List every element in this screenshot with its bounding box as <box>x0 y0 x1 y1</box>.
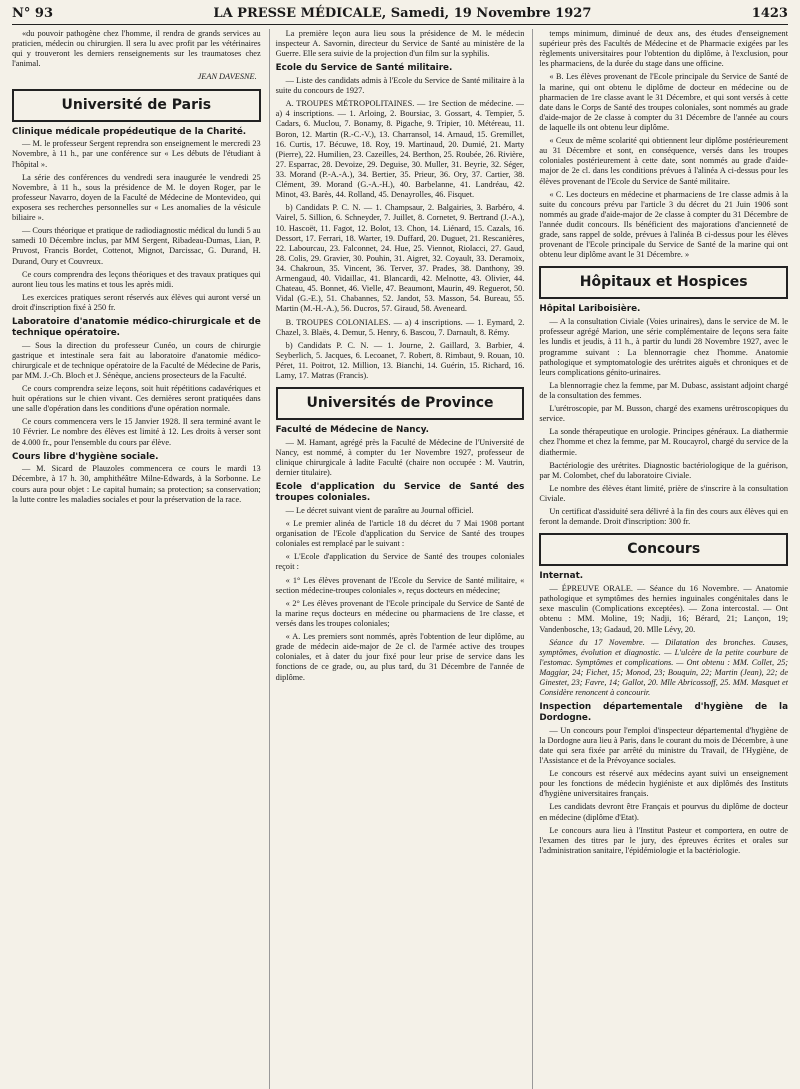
paragraph: « C. Les docteurs en médecine et pharmaciens de 1re classe admis à la suite du concours prévu par l'article 3 du décret du 21 Juin 1906 sont nommés au grade d'aide-major de 2e classe à compter du 31 Décembre de l'année dudit concours. Ils bénéficient des majorations d'ancienneté de grade, sans rappel de solde, prévues à l'alinéa B ci-dessus pour les élèves provenant de l'Ecole principale du Service de Santé de la marine qui ont obtenu leur diplôme avant le 31 Décembre. » <box>539 189 789 260</box>
paragraph: L'urétroscopie, par M. Busson, chargé des examens urétroscopiques du service. <box>539 404 789 424</box>
paragraph: — M. Hamant, agrégé près la Faculté de Médecine de l'Université de Nancy, est nommé, à compter du 1er Novembre 1927, professeur de clinique chirurgicale à ladite Faculté (chaire non occupée : M. Vautrin, dernier titulaire). <box>275 438 525 478</box>
paragraph: La première leçon aura lieu sous la présidence de M. le médecin inspecteur A. Savornin, directeur du Service de Santé au ministère de la Guerre. Elle sera suivie de la projection d'un film sur la syphilis. <box>275 29 525 59</box>
paragraph: — ÉPREUVE ORALE. — Séance du 16 Novembre. — Anatomie pathologique et symptômes des hernies inguinales congénitales dans le sexe masculin (Complications exceptées). — Zona intercostal. — Ont obtenu : MM. Moline, 19; Nadji, 16; Bérard, 21; Lançon, 19; Vandenbosche, 13; Gadaud, 20. Mlle Lévy, 20. <box>539 584 789 634</box>
paragraph: — M. Sicard de Plauzoles commencera ce cours le mardi 13 Décembre, à 17 h. 30, amphithéâtre Milne-Edwards, à la Sorbonne. Le cours aura pour objet : Le capital humain; sa protection; sa conservation; la lutte contre les maladies sociales et pour la préservation de la race. <box>12 464 261 504</box>
paragraph: — Sous la direction du professeur Cunéo, un cours de chirurgie gastrique et intestinale sera fait au laboratoire d'anatomie médico-chirurgicale et de technique opératoire de la Faculté de Médecine de Paris, par MM. J.-Ch. Bloch et J. Sénèque, anciens prosecteurs de la Faculté. <box>12 340 261 380</box>
heading-ecole-militaire: Ecole du Service de Santé militaire. <box>275 63 453 74</box>
paragraph: « 1° Les élèves provenant de l'Ecole du Service de Santé militaire, « section médecine-troupes coloniales », reçus docteurs en médecine; <box>275 575 525 595</box>
paragraph: — Le décret suivant vient de paraître au Journal officiel. <box>285 505 474 515</box>
newspaper-title: LA PRESSE MÉDICALE, Samedi, 19 Novembre 1927 <box>213 6 592 21</box>
heading-lariboisiere: Hôpital Lariboisière. <box>539 304 641 315</box>
paragraph: — Un concours pour l'emploi d'inspecteur départemental d'hygiène de la Dordogne aura lieu à Paris, dans le courant du mois de Décembre, à une date qui sera fixée par arrêté du ministre du Travail, de l'Hygiène, de l'Assistance et de la Prévoyance sociales. <box>539 725 789 766</box>
column-1 <box>12 29 261 1089</box>
paragraph: B. TROUPES COLONIALES. — a) 4 inscriptions. — 1. Eymard, 2. Chazel, 3. Blaës, 4. Demur, 5. Henry, 6. Bascou, 7. Darnault, 8. Rémy. <box>275 317 525 337</box>
section-universites-province: Universités de Province <box>276 387 525 420</box>
paragraph: A. TROUPES MÉTROPOLITAINES. — 1re Section de médecine. — a) 4 inscriptions. — 1. Arloing, 2. Boursiac, 3. Gossart, 4. Tempier, 5. Cadars, 6. Muclou, 7. Bonamy, 8. Pigache, 9. Tripier, 10. Météreau, 11. Boron, 12. Martin (R.-C.-V.), 13. Charransol, 14. Arnaud, 15. Gremillet, 16. Curtis, 17. Bécuwe, 18. Roy, 19. Martinaud, 20. Dumié, 21. Marty (Pierre), 22. Humilien, 23. Cazeilles, 24. Berthon, 25. Roubée, 26. Rivière, 27. Esparrac, 28. Devoize, 29. Deguise, 30. Muller, 31. Beyrie, 32. Séger, 33. Morand (P.-A.-A.), 34. Bertier, 35. Prieur, 36. Ory, 37. Cartier, 38. Clément, 39. Morand (G.-A.-H.), 40. Barbelanne, 41. Landréau, 42. Minot, 43. Barès, 44. Rolland, 45. Denayrolles, 46. Fisquet. <box>275 99 525 200</box>
section-concours: Concours <box>539 533 788 566</box>
paragraph: « L'Ecole d'application du Service de Santé des troupes coloniales reçoit : <box>275 552 525 572</box>
page-header <box>12 6 788 25</box>
heading-ecole-coloniales: Ecole d'application du Service de Santé des troupes coloniales. <box>275 482 525 504</box>
paragraph: — Liste des candidats admis à l'Ecole du Service de Santé militaire à la suite du concours de 1927. <box>275 76 525 96</box>
paragraph: La série des conférences du vendredi sera inaugurée le vendredi 25 Novembre, à 11 h., sous la présidence de M. le doyen Roger, par le professeur Navarro, doyen de la Faculté de Médecine de Montevideo, qui exposera ses recherches personnelles sur « Les anomalies de la vésicule biliaire ». <box>12 172 261 223</box>
issue-number: N° 93 <box>12 6 53 21</box>
column-2 <box>269 29 525 1089</box>
paragraph: b) Candidats P. C. N. — 1. Journe, 2. Gaillard, 3. Barbier, 4. Seyberlich, 5. Jacques, 6. Lecoanet, 7. Robert, 8. Rimbaut, 9. Rouan, 10. Péret, 11. Poitrot, 12. Million, 13. Bianchi, 14. Guérin, 15. Richard, 16. Lamy, 17. Matras (Francis). <box>275 340 525 381</box>
heading-anatomie: Laboratoire d'anatomie médico-chirurgicale et de technique opératoire. <box>12 317 261 338</box>
section-universite-paris: Université de Paris <box>12 89 261 122</box>
columns <box>12 29 788 1089</box>
paragraph: La sonde thérapeutique en urologie. Principes généraux. La diathermie chez l'homme et chez la femme, par M. Roucayrol, chargé du service de la diathermie. <box>539 427 789 457</box>
paragraph: — A la consultation Civiale (Voies urinaires), dans le service de M. le professeur agrégé Marion, une série complémentaire de leçons sera faite les lundis et jeudis, à 11 h., à partir du lundi 28 Novembre 1927, avec le programme suivant : La blennorragie chez l'homme. Anatomie pathologique et symptomatologie des urétrites aiguës et chroniques et de leurs complications génito-urinaires. <box>539 317 789 377</box>
intro-paragraph: «du pouvoir pathogène chez l'homme, il rendra de grands services au praticien, médecin ou chirurgien. Il sera lu avec profit par les vétérinaires qui y trouveront les derniers renseignements sur les traumatoses chez l'animal. <box>12 29 261 69</box>
paragraph: « A. Les premiers sont nommés, après l'obtention de leur diplôme, au grade de médecin aide-major de 2e cl. de l'armée active des troupes coloniales, et à dater du jour fixé pour leur prise de service dans les fonctions de ce grade, ou, au plus tard, du 31 Décembre de l'année de diplôme. <box>275 632 525 682</box>
paragraph: « Ceux de même scolarité qui obtiennent leur diplôme postérieurement au 31 Décembre et sont, en conséquence, versés dans les troupes coloniales postérieurement à cette date, sont nommés au grade d'aide-major de 2e cl. dans les conditions prévues à l'alinéa A ci-dessus pour les élèves provenant de l'Ecole du Service de Santé militaire. <box>539 136 789 186</box>
paragraph: — M. le professeur Sergent reprendra son enseignement le mercredi 23 Novembre, à 11 h., par une conférence sur « Les débuts de l'étudiant à l'hôpital ». <box>12 139 261 169</box>
paragraph: temps minimum, diminué de deux ans, des études d'enseignement supérieur près des Facultés de Médecine et de Pharmacie exigées par les règlements universitaires pour l'obtention du diplôme, à l'exclusion, pour les pharmaciens, de la durée du stage dans une officine. <box>539 29 789 69</box>
paragraph: « B. Les élèves provenant de l'Ecole principale du Service de Santé de la marine, qui ont obtenu le diplôme de docteur en médecine ou de pharmacien de 1re classe avant le 31 Décembre, et qui sont versés à cette date dans le Corps de Santé des troupes coloniales, sont nommés au grade d'aide-major de 2e classe à compter du 31 Décembre de l'année au cours de laquelle ils ont obtenu leur diplôme. <box>539 72 789 132</box>
paragraph: Le nombre des élèves étant limité, prière de s'inscrire à la consultation Civiale. <box>539 483 789 503</box>
paragraph: Un certificat d'assiduité sera délivré à la fin des cours aux élèves qui en feront la demande. Droit d'inscription: 300 fr. <box>539 507 789 527</box>
paragraph: « Le premier alinéa de l'article 18 du décret du 7 Mai 1908 portant organisation de l'Ecole d'application du Service de Santé des troupes coloniales est remplacé par le suivant : <box>275 519 525 549</box>
paragraph: La blennorragie chez la femme, par M. Dubasc, assistant adjoint chargé de la consultation des femmes. <box>539 380 789 400</box>
paragraph: Le concours aura lieu à l'Institut Pasteur et comportera, en outre de l'examen des titres par le jury, des épreuves écrites et orales sur l'administration sanitaire, l'épidémiologie et la bactériologie. <box>539 825 789 855</box>
paragraph: Ce cours commencera vers le 15 Janvier 1928. Il sera terminé avant le 10 Février. Le nombre des élèves est limité à 12. Les droits à verser sont de 4.000 fr., pour l'ensemble du cours par élève. <box>12 417 261 447</box>
heading-nancy: Faculté de Médecine de Nancy. <box>275 425 430 436</box>
heading-clinique: Clinique médicale propédeutique de la Charité. <box>12 126 247 137</box>
paragraph: Les candidats devront être Français et pourvus du diplôme de docteur en médecine (diplôme d'Etat). <box>539 802 789 822</box>
paragraph: Ce cours comprendra seize leçons, soit huit répétitions cadavériques et huit opérations sur le chien vivant. Ces dernières seront pratiquées dans une salle d'opération dans les conditions d'une opération normale. <box>12 383 261 414</box>
paragraph: Bactériologie des urétrites. Diagnostic bactériologique de la guérison, par M. Colombet, chef du laboratoire Civiale. <box>539 460 789 480</box>
paragraph: b) Candidats P. C. N. — 1. Champsaur, 2. Balgairies, 3. Barbéro, 4. Vairel, 5. Sillion, 6. Schneyder, 7. Juillet, 8. Cornetet, 9. Bertrand (J.-A.), 10. Hascoët, 11. Fagot, 12. Bolot, 13. Chon, 14. Liénard, 15. Cazals, 16. Dessort, 17. Ferrari, 18. Warter, 19. Duffard, 20. Duguet, 21. Rescanières, 22. Labourcau, 23. Falconnet, 24. Hue, 25. Viennot, Riolacci, 27. Gaud, 28. Colis, 29. Gravier, 30. Pouhin, 31. Aigret, 32. Coyault, 33. Deramoix, 34. Chakroun, 35. Vincent, 36. Terver, 37. Prades, 38. Danthony, 39. Armengaud, 40. Vidaillac, 41. Blancardi, 42. Melnotte, 43. Olivier, 44. Chateau, 45. Bonnet, 46. Vielle, 47. Beaumont, Maurin, 49. Reguerot, 50. Vidal (G.-E.), 51. Chabannes, 52. Jandot, 53. Masson, 54. Bureau, 55. Martin (M.-H.-A.), 56. Ducros, 57. Giraud, 58. Aveneard. <box>275 203 525 314</box>
paragraph: — Cours théorique et pratique de radiodiagnostic médical du lundi 5 au samedi 10 Décembre inclus, par MM Sergent, Ribadeau-Dumas, Lian, P. Pruvost, Francis Bordet, Cottenot, Mignot, Darcissac, G. Durand, H. Durand, Oury et Couvreux. <box>12 226 261 266</box>
paragraph: « 2° Les élèves provenant de l'Ecole principale du Service de Santé de la marine reçus docteurs en médecine ou pharmaciens de 1re classe, et versés dans les troupes coloniales; <box>275 598 525 628</box>
page-number: 1423 <box>751 6 788 21</box>
heading-internat: Internat. <box>539 571 584 582</box>
paragraph: Les exercices pratiques seront réservés aux élèves qui auront versé un droit d'inscription fixé à 250 fr. <box>12 292 261 312</box>
paragraph: Séance du 17 Novembre. — Dilatation des bronches. Causes, symptômes, évolution et diagnostic. — L'ulcère de la petite courbure de l'estomac. Symptômes et complications. — Ont obtenu : MM. Collet, 25; Maggiar, 24; Fichet, 15; Monod, 23; Bouquin, 22; Martin (Jean), 22; de Ginestet, 23; Favre, 14; Gallot, 20. Mlle Abricossoff, 25. MM. Masquet et Considère renoncent à concourir. <box>539 637 789 698</box>
column-3 <box>532 29 788 1089</box>
paragraph: Ce cours comprendra des leçons théoriques et des travaux pratiques qui auront lieu tous les matins et tous les après midi. <box>12 269 261 289</box>
signature: JEAN DAVESNE. <box>197 72 257 82</box>
heading-cours-libres: Cours libre d'hygiène sociale. <box>12 451 159 462</box>
section-hopitaux: Hôpitaux et Hospices <box>539 266 788 299</box>
heading-dordogne: Inspection départementale d'hygiène de la Dordogne. <box>539 702 789 723</box>
paragraph: Le concours est réservé aux médecins ayant suivi un enseignement pour les fonctions de médecin hygiéniste et aux diplômés des Instituts d'hygiène universitaires français. <box>539 769 789 799</box>
